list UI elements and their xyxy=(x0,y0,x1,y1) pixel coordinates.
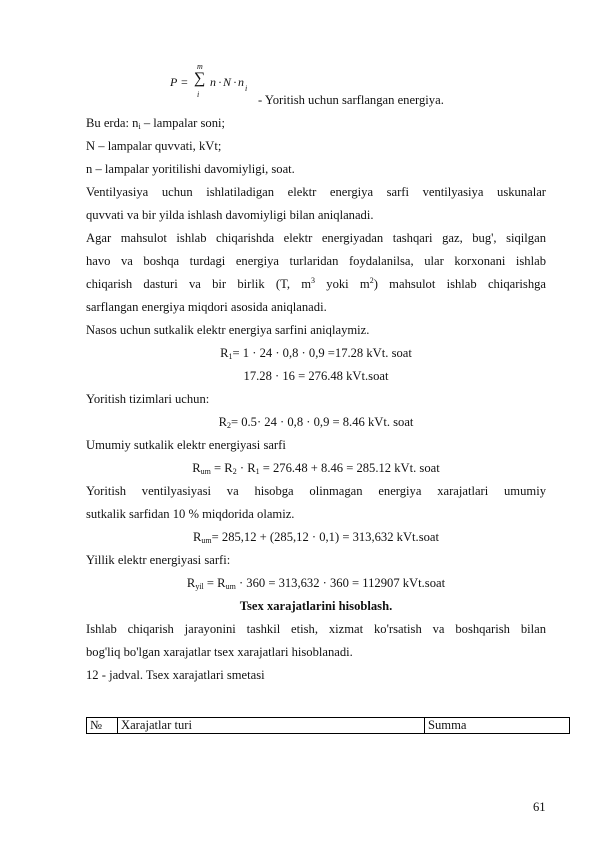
paragraph-ventilation-line-1: Ventilyasiya uchun ishlatiladigan elektr energiya sarfi ventilyasiya uskunalar xyxy=(86,185,546,199)
formula-lhs: P xyxy=(170,75,178,89)
formula-ni-subscript: i xyxy=(245,84,248,93)
paragraph-unaccounted-line-1: Yoritish ventilyasiyasi va hisobga olinmagan energiya xarajatlari umumiy xyxy=(86,484,546,498)
sum-lower-limit: i xyxy=(197,90,200,99)
definition-n: n – lampalar yoritilishi davomiyligi, soat. xyxy=(86,162,295,176)
formula-n: n xyxy=(210,75,216,89)
equation-r2: $R_2= 0.5\cdot 24 \cdot 0,8 \cdot 0,9 = 8.46$ kVt. soat xyxy=(218,415,414,430)
sum-upper-limit: m xyxy=(197,62,203,71)
paragraph-other-energy-line-1: Agar mahsulot ishlab chiqarishda elektr energiyadan tashqari gaz, bug', siqilgan xyxy=(86,231,546,245)
equation-r1: $R_1= 1 \cdot 24 \cdot 0,8 \cdot 0,9 =17.28$ kVt. soat xyxy=(220,346,412,361)
equation-r-total-adjusted: $R_{um}= 285,12 + (285,12 \cdot 0,1) = 313,632$ kVt.soat xyxy=(193,530,439,545)
paragraph-workshop-line-2: bog'liq bo'lgan xarajatlar tsex xarajatlari hisoblanadi. xyxy=(86,645,353,659)
page-number: 61 xyxy=(533,800,546,814)
sum-sign: ∑ xyxy=(194,70,206,87)
annual-intro: Yillik elektr energiyasi sarfi: xyxy=(86,553,231,567)
header-sum: Summa xyxy=(425,718,570,734)
paragraph-workshop-line-1: Ishlab chiqarish jarayonini tashkil etish, xizmat ko'rsatish va boshqarish bilan xyxy=(86,622,546,636)
formula-dot-2: · xyxy=(233,75,237,89)
table-caption: 12 - jadval. Tsex xarajatlari smetasi xyxy=(86,668,265,682)
table-header-row xyxy=(87,718,570,734)
definition-ni: Bu erda: $n_i$ – lampalar soni; xyxy=(86,116,225,131)
section-heading: Tsex xarajatlarini hisoblash. xyxy=(239,599,393,613)
equation-r-annual: $R_{yil} = R_{um} \cdot 360 = 313,632 \cdot 360 = 112907$ kVt.soat xyxy=(186,576,446,591)
pump-intro: Nasos uchun sutkalik elektr energiya sarfini aniqlaymiz. xyxy=(86,323,370,337)
equation-r-total: $R_{um} = R_2 \cdot R_1 = 276.48 + 8.46 = 285.12$ kVt. soat xyxy=(192,461,440,476)
paragraph-ventilation-line-2: quvvati va bir yilda ishlash davomiyligi bilan aniqlanadi. xyxy=(86,208,374,222)
formula-caption: - Yoritish uchun sarflangan energiya. xyxy=(258,93,444,107)
paragraph-other-energy-line-4: sarflangan energiya miqdori asosida aniqlanadi. xyxy=(86,300,327,314)
formula-N: N xyxy=(223,75,232,89)
header-number: № xyxy=(87,718,118,734)
equation-daily-pump: 17.28 · 16 = 276.48 kVt.soat xyxy=(243,369,389,383)
formula-equals: = xyxy=(181,75,188,89)
workshop-expenses-table xyxy=(86,717,570,734)
total-daily-intro: Umumiy sutkalik elektr energiyasi sarfi xyxy=(86,438,286,452)
header-expense-type: Xarajatlar turi xyxy=(118,718,425,734)
paragraph-unaccounted-line-2: sutkalik sarfidan 10 % miqdorida olamiz. xyxy=(86,507,295,521)
definition-N: N – lampalar quvvati, kVt; xyxy=(86,139,222,153)
formula-dot-1: · xyxy=(218,75,222,89)
paragraph-other-energy-line-2: havo va boshqa turdagi energiya turlaridan foydalanilsa, ular korxonani ishlab xyxy=(86,254,546,268)
formula-ni: n xyxy=(238,75,244,89)
lighting-intro: Yoritish tizimlari uchun: xyxy=(86,392,210,406)
paragraph-other-energy-line-3: chiqarish dasturi va bir birlik (T, $m^3$ yoki $m^2$) mahsulot ishlab chiqarishga xyxy=(86,276,546,291)
